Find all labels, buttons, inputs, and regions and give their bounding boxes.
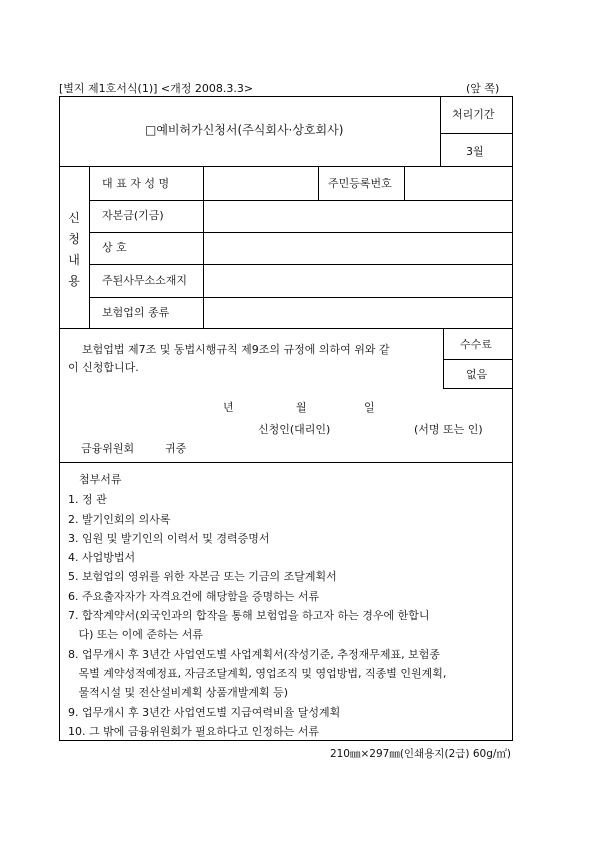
divider	[318, 166, 319, 200]
divider	[59, 462, 513, 463]
fee-label: 수수료	[460, 338, 492, 351]
paper-spec: 210㎜×297㎜(인쇄용지(2급) 60g/㎡)	[329, 748, 511, 760]
date-year-label: 년	[223, 401, 234, 414]
divider	[59, 328, 513, 329]
resident-no-label: 주민등록번호	[328, 177, 392, 190]
signature-note: (서명 또는 인)	[414, 423, 483, 436]
date-month-label: 월	[296, 401, 307, 414]
statement-line-2: 이 신청합니다.	[68, 361, 139, 374]
attachment-item-continued: 물적시설 및 전산설비계획 상품개발계획 등)	[68, 686, 289, 699]
divider	[443, 328, 444, 388]
attachment-item: 6. 주요출자자가 자격요건에 해당함을 증명하는 서류	[68, 590, 320, 603]
statement-line-1: 보험업법 제7조 및 동법시행규칙 제9조의 규정에 의하여 위와 같	[82, 343, 390, 356]
attachment-item-continued: 다) 또는 이에 준하는 서류	[68, 628, 204, 641]
divider	[89, 166, 90, 328]
office-address-field[interactable]	[204, 265, 512, 296]
rep-name-field[interactable]	[204, 167, 317, 199]
attachments-title: 첨부서류	[79, 473, 122, 486]
processing-period-label: 처리기간	[452, 108, 495, 121]
attachment-item: 7. 합작계약서(외국인과의 합작을 통해 보험업을 하고자 하는 경우에 한합니	[68, 609, 430, 622]
attachment-item: 8. 업무개시 후 3년간 사업연도별 사업계획서(작성기준, 추정재무제표, 보험종	[68, 648, 441, 661]
form-id: [별지 제1호서식(1)] <개정 2008.3.3>	[59, 82, 254, 95]
rep-name-label: 대 표 자 성 명	[102, 177, 170, 190]
resident-no-field[interactable]	[405, 167, 512, 199]
attachment-item: 4. 사업방법서	[68, 551, 136, 564]
processing-period-value: 3월	[466, 145, 484, 158]
divider	[443, 359, 513, 360]
addressee-honorific: 귀중	[165, 442, 187, 455]
capital-field[interactable]	[204, 201, 512, 231]
date-day-label: 일	[364, 401, 375, 414]
form-title	[145, 123, 343, 137]
attachment-item: 3. 임원 및 발기인의 이력서 및 경력증명서	[68, 532, 270, 545]
applicant-section-label: 신 청 내 용	[68, 211, 80, 288]
insurance-type-field[interactable]	[204, 298, 512, 327]
title-text: 예비허가신청서(주식회사·상호회사)	[156, 123, 344, 137]
attachment-item: 2. 발기인회의 의사록	[68, 513, 171, 526]
attachment-item: 9. 업무개시 후 3년간 사업연도별 지급여력비율 달성계획	[68, 706, 341, 719]
insurance-type-label: 보험업의 종류	[102, 306, 170, 319]
trade-name-field[interactable]	[204, 233, 512, 263]
divider	[440, 133, 513, 134]
title-checkbox[interactable]: □	[145, 123, 157, 137]
attachment-item: 1. 정 관	[68, 493, 107, 506]
capital-label: 자본금(기금)	[102, 209, 164, 222]
divider	[443, 388, 513, 389]
attachment-item-continued: 목별 계약성적예정표, 자금조달계획, 영업조직 및 영업방법, 직종별 인원계획,	[68, 667, 447, 680]
addressee-org: 금융위원회	[81, 442, 135, 455]
office-address-label: 주된사무소소재지	[102, 274, 188, 287]
attachment-item: 10. 그 밖에 금융위원회가 필요하다고 인정하는 서류	[68, 725, 319, 738]
fee-value: 없음	[466, 368, 488, 381]
divider	[440, 96, 441, 166]
applicant-signature-label: 신청인(대리인)	[258, 423, 331, 436]
page-side-label: (앞 쪽)	[466, 82, 500, 95]
attachment-item: 5. 보험업의 영위를 위한 자본금 또는 기금의 조달계획서	[68, 570, 337, 583]
trade-name-label: 상 호	[102, 241, 127, 254]
